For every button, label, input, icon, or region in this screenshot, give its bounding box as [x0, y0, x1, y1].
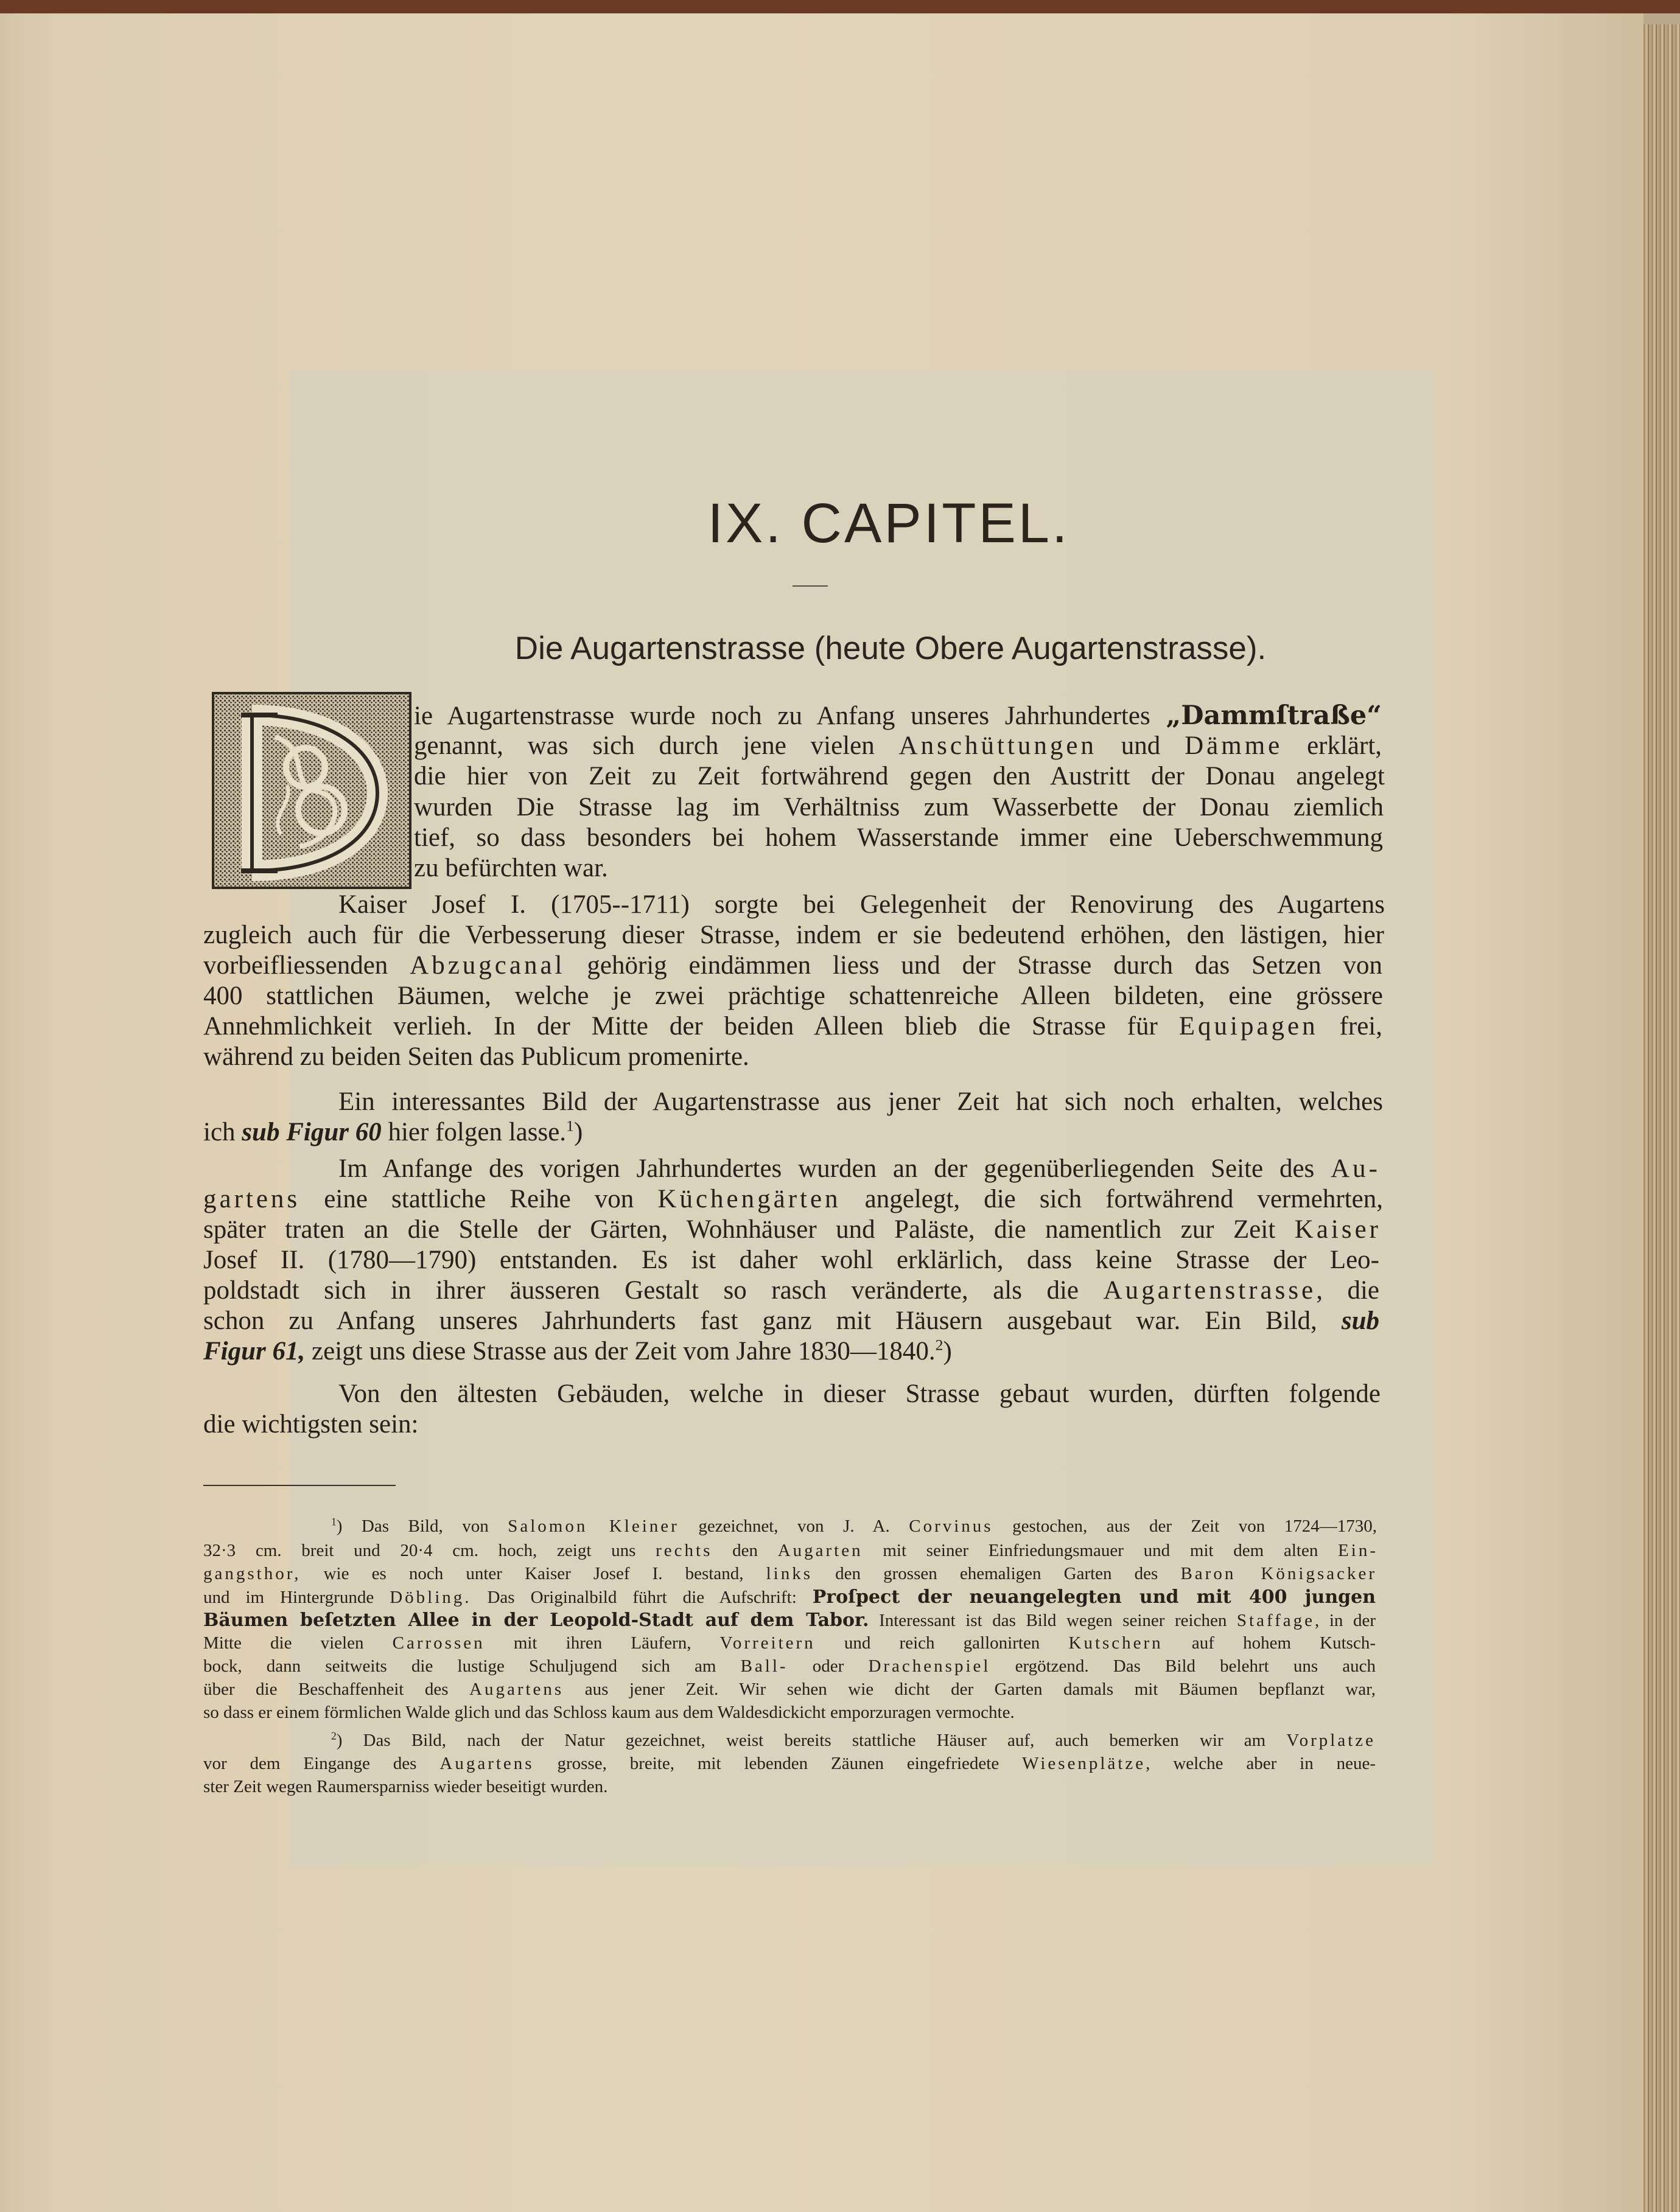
footnote1-line8 — [203, 1678, 1376, 1701]
spaced-term: Drachenspiel — [868, 1656, 991, 1676]
para5-line1: Von den ältesten Gebäuden, welche in dieser Strasse gebaut wurden, dürften folgende — [338, 1380, 1381, 1408]
text-run: ) Das Bild, nach der Natur gezeichnet, weist bereits stattliche Häuser auf, auch bemerken wir am — [336, 1731, 1287, 1750]
text-run: Mitte die vielen — [203, 1633, 393, 1653]
ornamental-initial-d — [212, 692, 411, 889]
text-run: wie es noch unter Kaiser Josef I. bestand, — [301, 1564, 766, 1583]
footnote1-line1 — [331, 1515, 1377, 1538]
footnote1-line4 — [203, 1586, 1376, 1609]
footnote-marker: 2 — [935, 1336, 943, 1354]
spaced-term: Döbling. — [390, 1588, 472, 1607]
spaced-term: Kaiser — [1294, 1215, 1381, 1244]
footnote-rule — [203, 1485, 396, 1486]
para4-line1 — [338, 1154, 1381, 1184]
spaced-term: Ein- — [1338, 1541, 1378, 1560]
text-run: schon zu Anfang unseres Jahrhunderts fast ganz mit Häusern ausgebaut war. Ein Bild, — [203, 1307, 1342, 1335]
text-run: ) — [573, 1118, 583, 1146]
para4-line5 — [203, 1276, 1379, 1305]
spaced-term: Vorreitern — [719, 1633, 816, 1653]
text-run: und reich gallonirten — [815, 1633, 1069, 1653]
spaced-term: links — [766, 1564, 813, 1583]
spaced-term: Küchengärten — [657, 1185, 841, 1213]
para1-line1 — [414, 701, 1382, 731]
text-run: angelegt, die sich fortwährend vermehrten, — [841, 1185, 1383, 1213]
spaced-term: gartens — [203, 1185, 301, 1213]
chapter-title: IX. CAPITEL. — [707, 492, 1070, 554]
text-run: mit seiner Einfriedungsmauer und mit dem alten — [863, 1541, 1339, 1560]
text-run: aus jener Zeit. Wir sehen wie dicht der Garten damals mit Bäumen bepflanzt war, — [564, 1680, 1376, 1699]
text-run: gestochen, aus der Zeit von 1724—1730, — [993, 1516, 1377, 1536]
spaced-term: Augartenstrasse — [1103, 1276, 1317, 1305]
footnote1-line7 — [203, 1655, 1376, 1678]
text-run: erklärt, — [1283, 731, 1382, 760]
section-heading: Die Augartenstrasse (heute Obere Augartenstrasse). — [514, 630, 1267, 666]
para2-line2: zugleich auch für die Verbesserung dieser Strasse, indem er sie bedeutend erhöhen, den lästigen, hier — [203, 921, 1384, 949]
text-run: Interessant ist das Bild wegen seiner reichen — [869, 1611, 1237, 1630]
text-run: ich — [203, 1118, 242, 1146]
spaced-term: Salomon Kleiner — [508, 1516, 679, 1536]
initial-d-ornament — [214, 694, 409, 887]
para4-line2 — [203, 1185, 1383, 1214]
para2-line3 — [203, 951, 1382, 980]
spaced-term: Au- — [1331, 1154, 1381, 1183]
para3-line2 — [203, 1118, 583, 1147]
footnote-number: 2 — [331, 1729, 337, 1742]
para4-line6 — [203, 1307, 1379, 1336]
spaced-term: Augartens — [469, 1680, 564, 1699]
para2-line4: 400 stattlichen Bäumen, welche je zwei prächtige schattenreiche Alleen bildeten, eine grössere — [203, 982, 1383, 1010]
footnote-number: 1 — [331, 1515, 337, 1528]
text-run: frei, — [1318, 1012, 1382, 1041]
spaced-term: Dämme — [1185, 731, 1283, 760]
para2-line1: Kaiser Josef I. (1705--1711) sorgte bei Gelegenheit der Renovirung des Augartens — [338, 890, 1385, 919]
text-run: den grossen ehemaligen Garten des — [813, 1564, 1181, 1583]
text-run: , die — [1316, 1276, 1379, 1305]
spaced-term: Equipagen — [1178, 1012, 1318, 1041]
text-run: , welche aber in neue- — [1146, 1754, 1376, 1773]
footnote1-line3 — [203, 1563, 1377, 1585]
text-run: ergötzend. Das Bild belehrt uns auch — [990, 1656, 1376, 1676]
text-run: auf hohem Kutsch- — [1163, 1633, 1376, 1653]
text-run: und im Hintergrunde — [203, 1588, 390, 1607]
text-run: oder — [788, 1656, 869, 1676]
spaced-term: Kutschern — [1068, 1633, 1163, 1653]
para1-line5: tief, so dass besonders bei hohem Wasserstande immer eine Ueberschwemmung — [414, 823, 1383, 852]
text-run: über die Beschaffenheit des — [203, 1680, 470, 1699]
para3-line1: Ein interessantes Bild der Augartenstrasse aus jener Zeit hat sich noch erhalten, welches — [338, 1087, 1383, 1116]
text-run: ie Augartenstrasse wurde noch zu Anfang unseres Jahrhundertes — [414, 702, 1166, 730]
text-run: vorbeifliessenden — [203, 951, 410, 980]
footnote1-line2 — [203, 1540, 1378, 1562]
para1-line2 — [414, 731, 1382, 761]
text-run: genannt, was sich durch jene vielen — [414, 731, 899, 760]
footnote1-line5 — [203, 1609, 1376, 1632]
spaced-term: Augartens — [439, 1754, 534, 1773]
para4-line7 — [203, 1337, 952, 1366]
para1-line4: wurden Die Strasse lag im Verhältniss zum Wasserbette der Donau ziemlich — [414, 793, 1384, 822]
footnote1-line6 — [203, 1632, 1376, 1655]
spaced-term: Staffage — [1236, 1611, 1315, 1630]
text-run: Im Anfange des vorigen Jahrhundertes wurden an der gegenüberliegenden Seite des — [338, 1154, 1331, 1183]
text-run: zeigt uns diese Strasse aus der Zeit vom Jahre 1830—1840. — [305, 1337, 936, 1366]
fraktur-street-name: „Dammſtraße“ — [1166, 700, 1382, 731]
spaced-term: Augarten — [777, 1541, 863, 1560]
footnote2-line1 — [331, 1729, 1376, 1752]
text-run: gezeichnet, von J. A. — [679, 1516, 909, 1536]
text-run: 32·3 cm. breit und 20·4 cm. hoch, zeigt uns — [203, 1541, 656, 1560]
footnote2-line3: ster Zeit wegen Raumersparniss wieder beseitigt wurden. — [203, 1777, 608, 1796]
text-run: später traten an die Stelle der Gärten, Wohnhäuser und Paläste, die namentlich zur Zeit — [203, 1215, 1295, 1244]
text-run: ) — [943, 1337, 952, 1366]
para5-line2: die wichtigsten sein: — [203, 1410, 419, 1439]
text-run: grosse, breite, mit lebenden Zäunen eingefriedete — [534, 1754, 1023, 1773]
para2-line6: während zu beiden Seiten das Publicum promenirte. — [203, 1042, 749, 1071]
text-run: vor dem Eingange des — [203, 1754, 440, 1773]
spaced-term: Anschüttungen — [898, 731, 1097, 760]
footnote-marker: 1 — [566, 1117, 574, 1135]
text-run: eine stattliche Reihe von — [300, 1185, 658, 1213]
para1-line3: die hier von Zeit zu Zeit fortwährend gegen den Austritt der Donau angelegt — [414, 762, 1385, 790]
text-run: den — [712, 1541, 778, 1560]
spaced-term: Abzugcanal — [410, 951, 565, 980]
text-run: Annehmlichkeit verlieh. In der Mitte der beiden Alleen blieb die Strasse für — [203, 1012, 1179, 1041]
text-run: Das Originalbild führt die Aufschrift: — [471, 1588, 813, 1607]
fraktur-inscription: Proſpect der neuangelegten und mit 400 jungen — [812, 1586, 1376, 1608]
figure-reference: sub — [1341, 1307, 1379, 1335]
page-stack-edge — [1643, 24, 1680, 2212]
para4-line4: Josef II. (1780—1790) entstanden. Es ist daher wohl erklärlich, dass keine Strasse der Leo- — [203, 1246, 1379, 1274]
text-run: ) Das Bild, von — [336, 1516, 508, 1536]
figure-reference: Figur 61, — [203, 1337, 306, 1366]
spaced-term: rechts — [656, 1541, 713, 1560]
footnote2-line2 — [203, 1753, 1376, 1775]
footnote1-line9: so dass er einem förmlichen Walde glich und das Schloss kaum aus dem Waldesdickicht emporzuragen vermochte. — [203, 1703, 1015, 1722]
figure-reference: sub Figur 60 — [242, 1118, 382, 1146]
fraktur-inscription: Bäumen beſetzten Allee in der Leopold-Stadt auf dem Tabor. — [203, 1610, 869, 1631]
para2-line5 — [203, 1012, 1382, 1041]
spaced-term: Carrossen — [392, 1633, 485, 1653]
para4-line3 — [203, 1215, 1381, 1244]
spaced-term: gangsthor, — [203, 1564, 301, 1583]
spaced-term: Corvinus — [909, 1516, 993, 1536]
text-run: mit ihren Läufern, — [485, 1633, 720, 1653]
spaced-term: Baron Königsacker — [1180, 1564, 1377, 1583]
text-run: hier folgen lasse. — [381, 1118, 567, 1146]
book-binding-edge — [0, 0, 1680, 13]
para1-line6: zu befürchten war. — [414, 854, 608, 882]
text-run: und — [1096, 731, 1185, 760]
text-run: bock, dann seitweits die lustige Schuljugend sich am — [203, 1656, 741, 1676]
text-run: , in der — [1315, 1611, 1376, 1630]
title-rule — [793, 585, 828, 587]
text-run: gehörig eindämmen liess und der Strasse durch das Setzen von — [565, 951, 1382, 980]
text-run: poldstadt sich in ihrer äusseren Gestalt so rasch veränderte, als die — [203, 1276, 1104, 1305]
spaced-term: Ball- — [740, 1656, 788, 1676]
spaced-term: Wiesenplätze — [1022, 1754, 1146, 1773]
spaced-term: Vorplatze — [1286, 1731, 1376, 1750]
